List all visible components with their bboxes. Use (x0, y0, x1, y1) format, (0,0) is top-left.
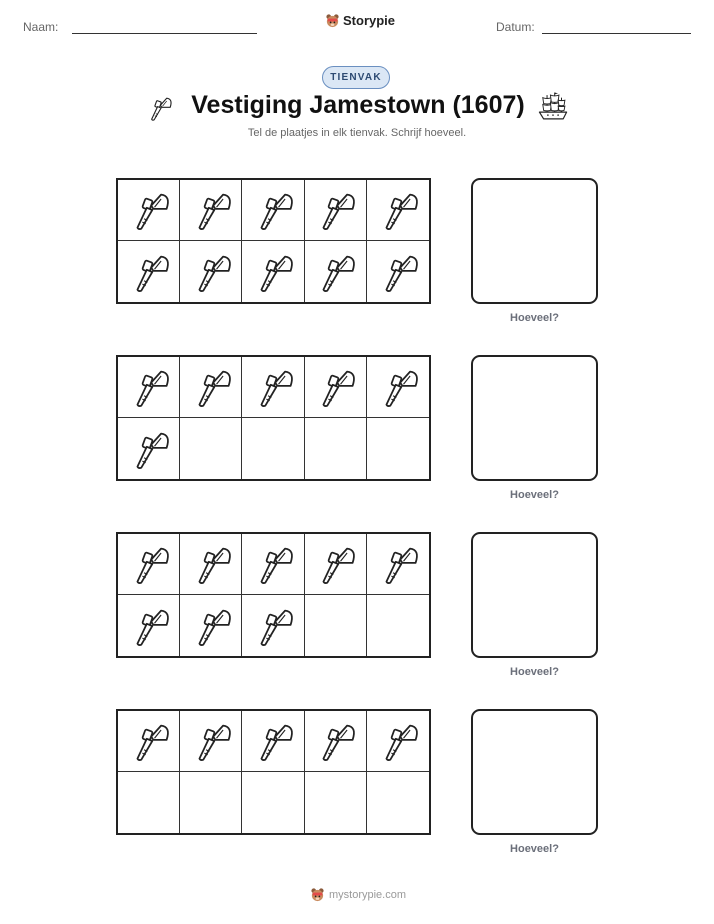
storypie-bear-icon (310, 887, 325, 902)
axe-icon (127, 362, 171, 412)
ten-frame-cell (180, 241, 242, 302)
ten-frame-cell (305, 418, 367, 479)
ten-frame-cell (367, 357, 429, 418)
ten-frame-cell (367, 534, 429, 595)
ten-frame-cell (367, 595, 429, 656)
ten-frame-cell (305, 241, 367, 302)
answer-box[interactable] (471, 532, 598, 658)
ten-frame-cell (305, 595, 367, 656)
ten-frame (116, 178, 431, 304)
ten-frame-cell (367, 772, 429, 833)
axe-icon (376, 247, 420, 297)
axe-icon (313, 716, 357, 766)
answer-label: Hoeveel? (510, 312, 559, 324)
axe-icon (251, 247, 295, 297)
worksheet-type-badge: TIENVAK (322, 66, 390, 89)
axe-icon (313, 185, 357, 235)
ten-frame-cell (180, 711, 242, 772)
ten-frame-cell (180, 180, 242, 241)
ten-frame (116, 355, 431, 481)
ten-frame-cell (367, 241, 429, 302)
axe-icon (251, 185, 295, 235)
answer-box[interactable] (471, 709, 598, 835)
axe-icon (127, 601, 171, 651)
answer-box[interactable] (471, 178, 598, 304)
axe-icon (251, 716, 295, 766)
ten-frame (116, 532, 431, 658)
ten-frame-cell (305, 180, 367, 241)
axe-icon (313, 362, 357, 412)
ten-frame-cell (118, 534, 180, 595)
ten-frame-cell (118, 357, 180, 418)
axe-icon (189, 247, 233, 297)
answer-box[interactable] (471, 355, 598, 481)
name-field[interactable] (72, 33, 257, 34)
brand-name: Storypie (343, 13, 396, 28)
axe-icon (189, 362, 233, 412)
ten-frame-cell (305, 534, 367, 595)
ten-frame-cell (180, 418, 242, 479)
ten-frame-cell (242, 772, 304, 833)
ten-frame-cell (242, 418, 304, 479)
ten-frame-cell (180, 772, 242, 833)
ten-frame-cell (367, 180, 429, 241)
ten-frame-cell (118, 241, 180, 302)
ten-frame-cell (118, 595, 180, 656)
name-label: Naam: (23, 20, 59, 34)
footer (310, 887, 406, 902)
axe-icon (127, 185, 171, 235)
answer-label: Hoeveel? (510, 843, 559, 855)
axe-icon (145, 92, 173, 124)
ten-frame-cell (305, 772, 367, 833)
instructions: Tel de plaatjes in elk tienvak. Schrijf hoeveel. (247, 127, 467, 139)
axe-icon (376, 716, 420, 766)
ten-frame-cell (242, 180, 304, 241)
ten-frame-cell (180, 357, 242, 418)
axe-icon (313, 539, 357, 589)
ten-frame-cell (242, 711, 304, 772)
brand-logo (325, 13, 395, 28)
axe-icon (189, 185, 233, 235)
axe-icon (127, 539, 171, 589)
ten-frame-cell (118, 711, 180, 772)
ten-frame-cell (118, 418, 180, 479)
axe-icon (127, 716, 171, 766)
ten-frame-cell (367, 711, 429, 772)
date-label: Datum: (496, 20, 535, 34)
axe-icon (251, 539, 295, 589)
axe-icon (127, 424, 171, 474)
axe-icon (313, 247, 357, 297)
page-title: Vestiging Jamestown (1607) (191, 91, 525, 119)
axe-icon (189, 601, 233, 651)
axe-icon (376, 362, 420, 412)
axe-icon (189, 716, 233, 766)
ten-frame-cell (305, 357, 367, 418)
footer-url: mystorypie.com (329, 888, 407, 901)
axe-icon (127, 247, 171, 297)
axe-icon (376, 185, 420, 235)
answer-label: Hoeveel? (510, 666, 559, 678)
answer-label: Hoeveel? (510, 489, 559, 501)
ship-icon (536, 90, 570, 124)
ten-frame-cell (118, 772, 180, 833)
ten-frame (116, 709, 431, 835)
ten-frame-cell (242, 241, 304, 302)
ten-frame-cell (118, 180, 180, 241)
storypie-bear-icon (325, 13, 340, 28)
axe-icon (251, 362, 295, 412)
date-field[interactable] (542, 33, 691, 34)
ten-frame-cell (180, 595, 242, 656)
axe-icon (376, 539, 420, 589)
axe-icon (251, 601, 295, 651)
ten-frame-cell (305, 711, 367, 772)
ten-frame-cell (367, 418, 429, 479)
axe-icon (189, 539, 233, 589)
ten-frame-cell (180, 534, 242, 595)
ten-frame-cell (242, 595, 304, 656)
ten-frame-cell (242, 534, 304, 595)
ten-frame-cell (242, 357, 304, 418)
